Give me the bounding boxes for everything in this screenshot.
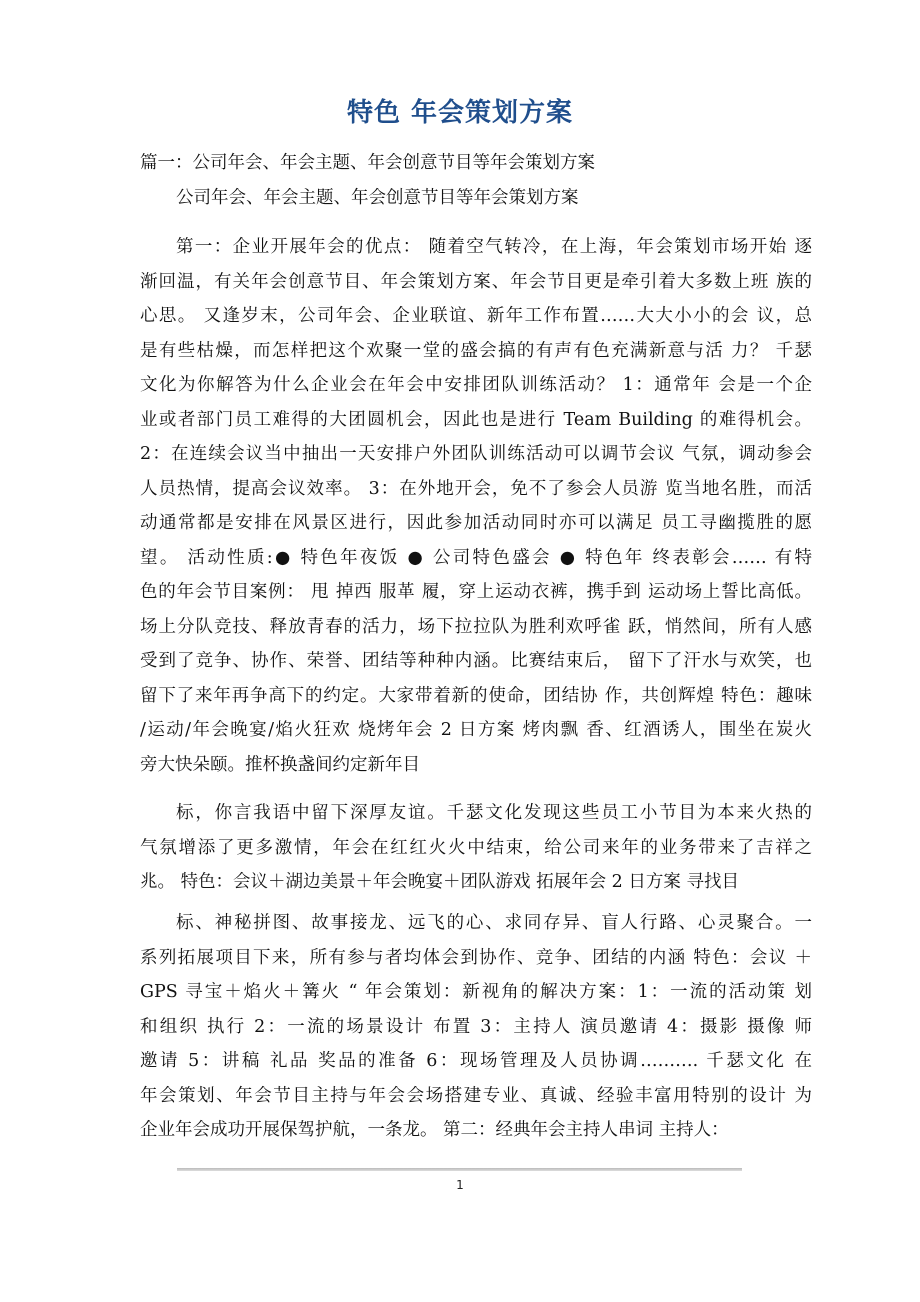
text-line: 渐回温，有关年会创意节目、年会策划方案、年会节目更是牵引着大多数上班 族的: [140, 271, 812, 292]
text-line: 业或者部门员工难得的大团圆机会，因此也是进行 Team Building 的难得机会。: [140, 409, 812, 430]
paragraph-3: [140, 906, 812, 1148]
text-line: 企业年会成功开展保驾护航，一条龙。 第二：经典年会主持人串词 主持人：: [140, 1120, 729, 1140]
text-line: GPS 寻宝＋焰火＋篝火 “ 年会策划：新视角的解决方案：1：一流的活动策 划: [140, 982, 812, 1002]
text-line: 年会策划、年会节目主持与年会会场搭建专业、真诚、经验丰富用特别的设计 为: [140, 1085, 812, 1106]
text-line: 是有些枯燥，而怎样把这个欢聚一堂的盛会搞的有声有色充满新意与活 力？ 千瑟: [140, 340, 812, 361]
text-line: /运动/年会晚宴/焰火狂欢 烧烤年会 2 日方案 烤肉飘 香、红酒诱人，围坐在炭火: [140, 720, 812, 740]
footer-divider: [177, 1168, 742, 1171]
text-line: 邀请 5：讲稿 礼品 奖品的准备 6：现场管理及人员协调………. 千瑟文化 在: [140, 1051, 812, 1071]
text-line: 兆。 特色：会议＋湖边美景＋年会晚宴＋团队游戏 拓展年会 2 日方案 寻找目: [140, 872, 739, 892]
text-line: 旁大快朵颐。推杯换盏间约定新年目: [140, 754, 420, 775]
text-line: 文化为你解答为什么企业会在年会中安排团队训练活动？ 1：通常年 会是一个企: [140, 375, 812, 395]
paragraph-1: [140, 230, 812, 782]
text-line: 系列拓展项目下来，所有参与者均体会到协作、竞争、团结的内涵 特色：会议 ＋: [140, 947, 812, 968]
text-line: 望。 活动性质:● 特色年夜饭 ● 公司特色盛会 ● 特色年 终表彰会…… 有特: [140, 547, 812, 568]
text-line: 场上分队竞技、释放青春的活力，场下拉拉队为胜利欢呼雀 跃，悄然间，所有人感: [140, 616, 812, 637]
document-title: 特色 年会策划方案: [346, 98, 574, 128]
text-line: 标，你言我语中留下深厚友谊。千瑟文化发现这些员工小节目为本来火热的: [176, 803, 812, 823]
section-heading: 篇一：公司年会、年会主题、年会创意节目等年会策划方案: [140, 153, 595, 173]
paragraph-2: [140, 796, 812, 900]
text-line: 受到了竞争、协作、荣誉、团结等种种内涵。比赛结束后， 留下了汗水与欢笑，也: [140, 651, 812, 671]
text-line: 心思。 又逢岁末，公司年会、企业联谊、新年工作布置……大大小小的会 议，总: [140, 306, 812, 326]
sub-heading: 公司年会、年会主题、年会创意节目等年会策划方案: [176, 187, 579, 208]
text-line: 留下了来年再争高下的约定。大家带着新的使命，团结协 作，共创辉煌 特色：趣味: [140, 685, 812, 706]
text-line: 和组织 执行 2：一流的场景设计 布置 3：主持人 演员邀请 4：摄影 摄像 师: [140, 1016, 812, 1037]
text-line: 2：在连续会议当中抽出一天安排户外团队训练活动可以调节会议 气氛，调动参会: [140, 444, 812, 464]
text-line: 人员热情，提高会议效率。 3：在外地开会，免不了参会人员游 览当地名胜，而活: [140, 478, 812, 499]
text-line: 第一：企业开展年会的优点： 随着空气转冷，在上海，年会策划市场开始 逐: [176, 237, 812, 257]
text-line: 标、神秘拼图、故事接龙、远飞的心、求同存异、盲人行路、心灵聚合。一: [176, 913, 812, 933]
page-number: 1: [456, 1178, 464, 1192]
text-line: 气氛增添了更多激情，年会在红红火火中结束，给公司来年的业务带来了吉祥之: [140, 837, 812, 858]
text-line: 动通常都是安排在风景区进行，因此参加活动同时亦可以满足 员工寻幽揽胜的愿: [140, 513, 812, 533]
heading-section-1: [140, 146, 812, 215]
text-line: 色的年会节目案例： 甩 掉西 服革 履，穿上运动衣裤，携手到 运动场上誓比高低。: [140, 582, 812, 602]
